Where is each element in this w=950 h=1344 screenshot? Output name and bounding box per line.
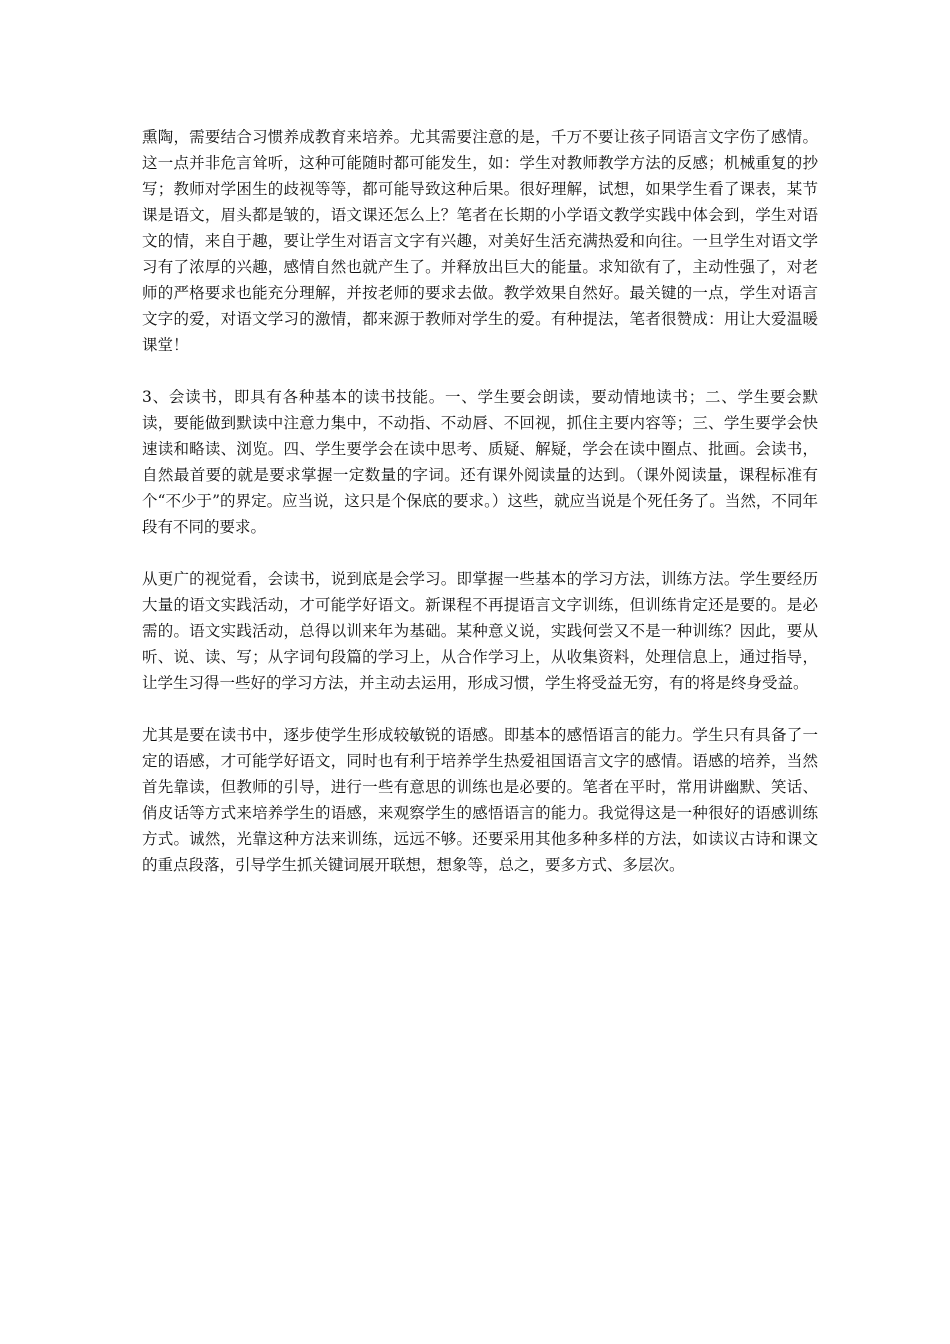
paragraph-4: 尤其是要在读书中，逐步使学生形成较敏锐的语感。即基本的感悟语言的能力。学生只有具备了一定的语感，才可能学好语文，同时也有利于培养学生热爱祖国语言文字的感情。语感的培养，当然首先靠读，但教师的引导，进行一些有意思的训练也是必要的。笔者在平时，常用讲幽默、笑话、俏皮话等方式来培养学生的语感，来观察学生的感悟语言的能力。我觉得这是一种很好的语感训练方式。诚然，光靠这种方法来训练，远远不够。还要采用其他多种多样的方法，如读议古诗和课文的重点段落，引导学生抓关键词展开联想，想象等，总之，要多方式、多层次。 xyxy=(142,726,818,874)
paragraph-1: 熏陶，需要结合习惯养成教育来培养。尤其需要注意的是，千万不要让孩子同语言文字伤了感情。这一点并非危言耸听，这种可能随时都可能发生，如：学生对教师教学方法的反感；机械重复的抄写；教师对学困生的歧视等等，都可能导致这种后果。很好理解，试想，如果学生看了课表，某节课是语文，眉头都是皱的，语文课还怎么上？笔者在长期的小学语文教学实践中体会到，学生对语文的情，来自于趣，要让学生对语言文字有兴趣，对美好生活充满热爱和向往。一旦学生对语文学习有了浓厚的兴趣，感情自然也就产生了。并释放出巨大的能量。求知欲有了，主动性强了，对老师的严格要求也能充分理解，并按老师的要求去做。教学效果自然好。最关键的一点，学生对语言文字的爱，对语文学习的激情，都来源于教师对学生的爱。有种提法，笔者很赞成：用让大爱温暖课堂！ xyxy=(142,128,818,354)
paragraph-2: 3、会读书，即具有各种基本的读书技能。一、学生要会朗读，要动情地读书；二、学生要会默读，要能做到默读中注意力集中，不动指、不动唇、不回视，抓住主要内容等；三、学生要学会快速读和略读、浏览。四、学生要学会在读中思考、质疑、解疑，学会在读中圈点、批画。会读书，自然最首要的就是要求掌握一定数量的字词。还有课外阅读量的达到。（课外阅读量，课程标准有个“不少于”的界定。应当说，这只是个保底的要求。）这些，就应当说是个死任务了。当然，不同年段有不同的要求。 xyxy=(142,388,818,536)
document-body xyxy=(142,124,818,878)
paragraph-3: 从更广的视觉看，会读书，说到底是会学习。即掌握一些基本的学习方法，训练方法。学生要经历大量的语文实践活动，才可能学好语文。新课程不再提语言文字训练，但训练肯定还是要的。是必需的。语文实践活动，总得以训来年为基础。某种意义说，实践何尝又不是一种训练？因此，要从听、说、读、写；从字词句段篇的学习上，从合作学习上，从收集资料，处理信息上，通过指导，让学生习得一些好的学习方法，并主动去运用，形成习惯，学生将受益无穷，有的将是终身受益。 xyxy=(142,570,818,692)
